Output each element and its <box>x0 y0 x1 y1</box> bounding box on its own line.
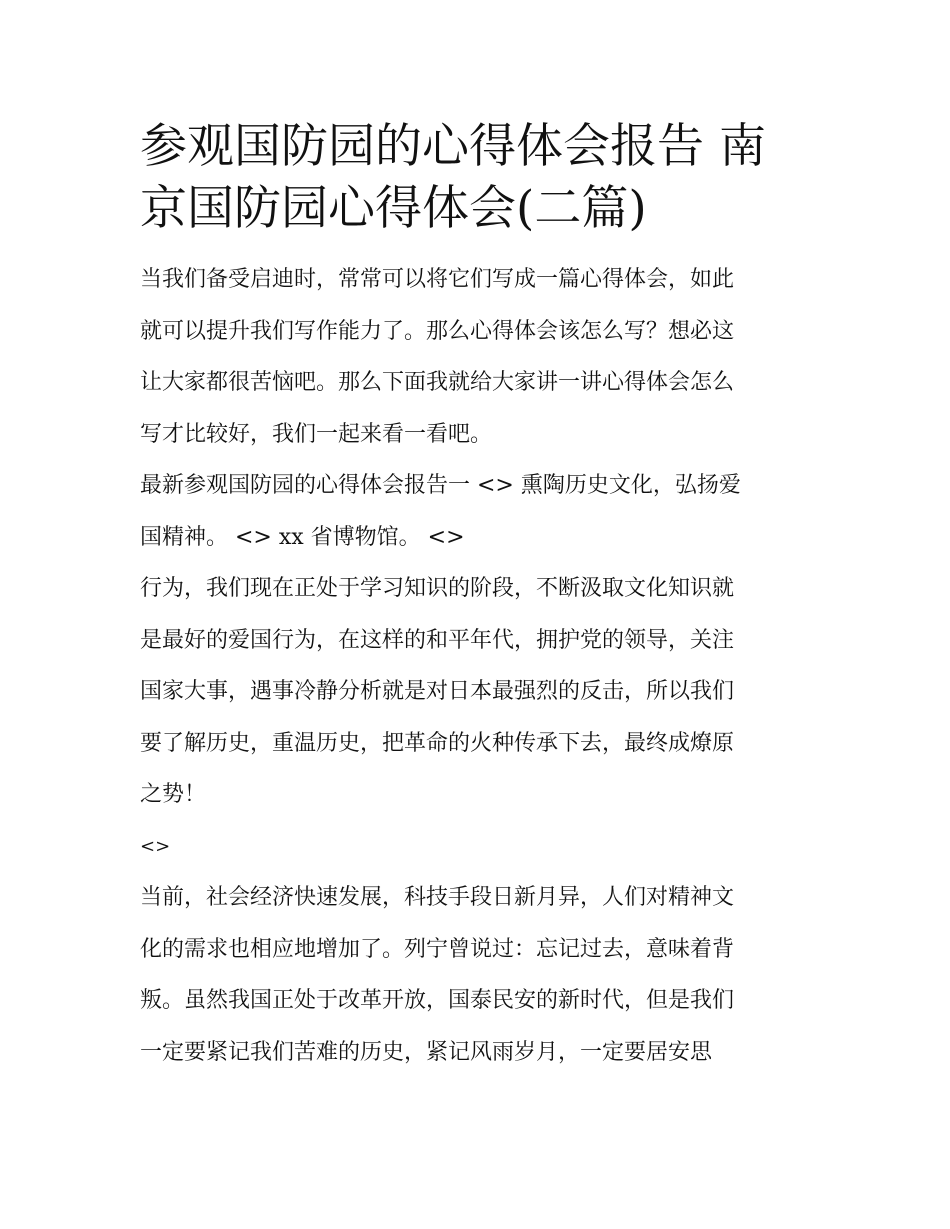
text-line: 国精神。 <> xx 省博物馆。 <> <box>140 524 465 550</box>
text-line: 最新参观国防园的心得体会报告一 <> 熏陶历史文化，弘扬爱 <box>140 473 741 498</box>
title-line-2: 京国防园心得体会(二篇) <box>140 181 647 236</box>
text-line: 就可以提升我们写作能力了。那么心得体会该怎么写？想必这 <box>140 318 735 344</box>
text-line: 叛。虽然我国正处于改革开放，国泰民安的新时代，但是我们 <box>140 988 735 1013</box>
text-line: <> <box>140 835 171 857</box>
text-line: 要了解历史，重温历史，把革命的火种传承下去，最终成燎原 <box>140 730 735 756</box>
text-line: 是最好的爱国行为，在这样的和平年代，拥护党的领导，关注 <box>140 627 735 653</box>
document-title <box>140 116 816 240</box>
document-page <box>140 116 816 1078</box>
text-line: 一定要紧记我们苦难的历史，紧记风雨岁月，一定要居安思 <box>140 1039 713 1065</box>
text-line: 写才比较好，我们一起来看一看吧。 <box>140 421 493 447</box>
text-line: 化的需求也相应地增加了。列宁曾说过：忘记过去，意味着背 <box>140 936 735 962</box>
document-body <box>140 254 816 1078</box>
text-line: 当前，社会经济快速发展，科技手段日新月异，人们对精神文 <box>140 885 735 910</box>
text-line: 之势！ <box>140 782 207 807</box>
body-paragraph <box>140 563 816 821</box>
intro-paragraph <box>140 254 816 460</box>
body-paragraph <box>140 872 816 1078</box>
text-line: 行为，我们现在正处于学习知识的阶段，不断汲取文化知识就 <box>140 576 735 601</box>
placeholder-paragraph <box>140 821 816 873</box>
report-heading-paragraph <box>140 460 816 563</box>
text-line: 当我们备受启迪时，常常可以将它们写成一篇心得体会，如此 <box>140 267 735 292</box>
title-line-1: 参观国防园的心得体会报告 南 <box>140 119 766 174</box>
text-line: 让大家都很苦恼吧。那么下面我就给大家讲一讲心得体会怎么 <box>140 370 735 395</box>
text-line: 国家大事，遇事冷静分析就是对日本最强烈的反击，所以我们 <box>140 679 735 704</box>
